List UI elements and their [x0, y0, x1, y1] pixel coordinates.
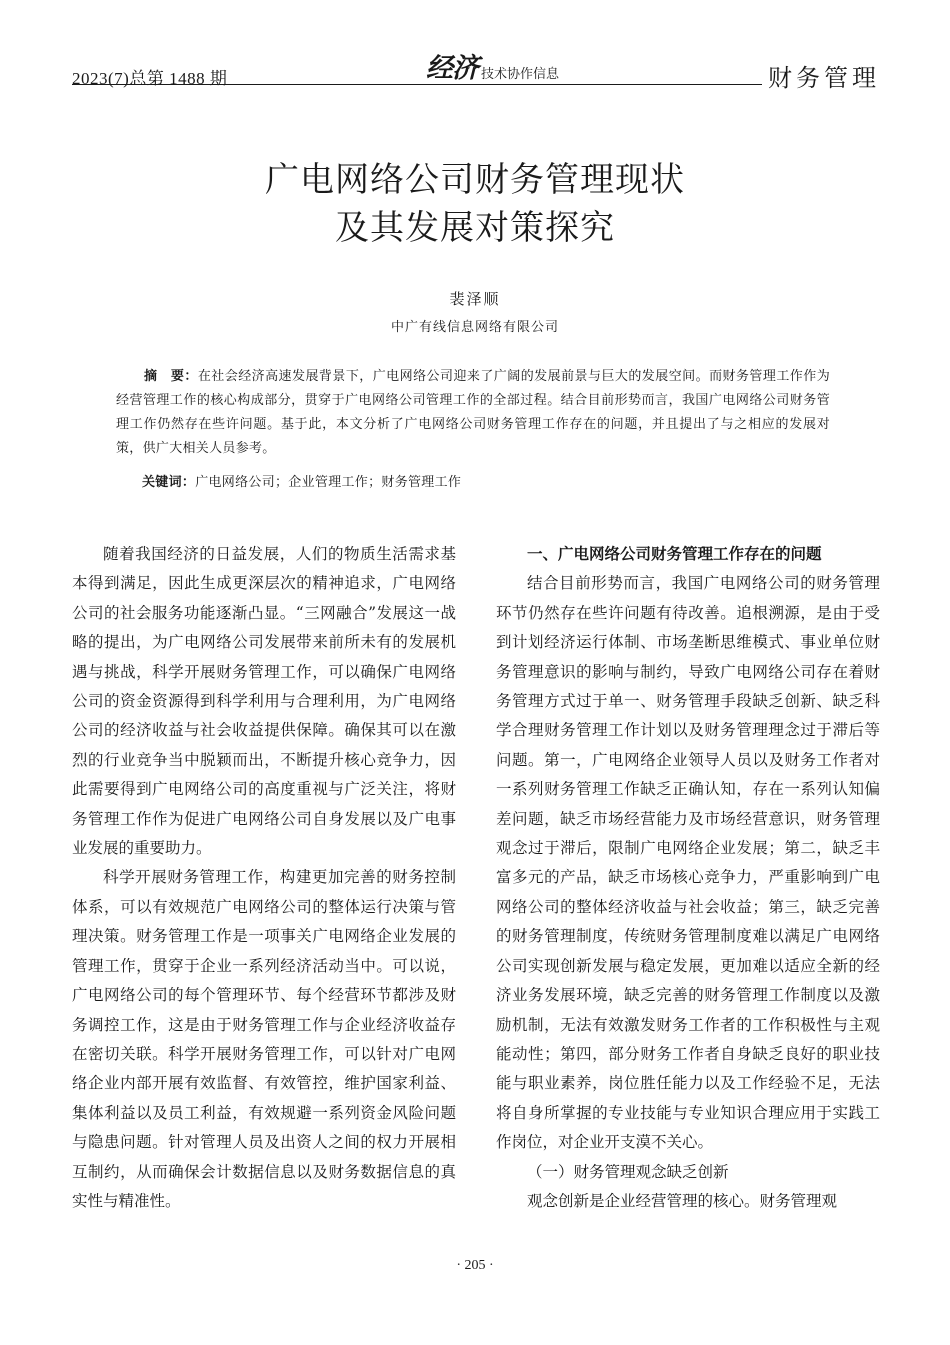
journal-logo [426, 54, 559, 84]
body-paragraph: 科学开展财务管理工作，构建更加完善的财务控制体系，可以有效规范广电网络公司的整体运行决策与管理决策。财务管理工作是一项事关广电网络企业发展的管理工作，贯穿于企业一系列经济活动当中。可以说，广电网络公司的每个管理环节、每个经营环节都涉及财务调控工作，这是由于财务管理工作与企业经济收益存在密切关联。科学开展财务管理工作，可以针对广电网络企业内部开展有效监督、有效管控，维护国家利益、集体利益以及员工利益，有效规避一系列资金风险问题与隐患问题。针对管理人员及出资人之间的权力开展相互制约，从而确保会计数据信息以及财务数据信息的真实性与精准性。 [72, 868, 456, 1210]
author-name: 裴泽顺 [449, 290, 501, 308]
section-heading: 一、广电网络公司财务管理工作存在的问题 [527, 545, 822, 563]
body-paragraph: 观念创新是企业经营管理的核心。财务管理观 [527, 1191, 838, 1210]
body-left-column [72, 540, 456, 1216]
body-paragraph: 结合目前形势而言，我国广电网络公司的财务管理环节仍然存在些许问题有待改善。追根溯源，是由于受到计划经济运行体制、市场垄断思维模式、事业单位财务管理意识的影响与制约，导致广电网络公司存在着财务管理方式过于单一、财务管理手段缺乏创新、缺乏科学合理财务管理工作计划以及财务管理理念过于滞后等问题。第一，广电网络企业领导人员以及财务工作者对一系列财务管理工作缺乏正确认知，存在一系列认知偏差问题，缺乏市场经营能力及市场经营意识，财务管理观念过于滞后，限制广电网络企业发展；第二，缺乏丰富多元的产品，缺乏市场核心竞争力，严重影响到广电网络公司的整体经济收益与社会收益；第三，缺乏完善的财务管理制度，传统财务管理制度难以满足广电网络公司实现创新发展与稳定发展，更加难以适应全新的经济业务发展环境，缺乏完善的财务管理工作制度以及激励机制，无法有效激发财务工作者的工作积极性与主观能动性；第四，部分财务工作者自身缺乏良好的职业技能与职业素养，岗位胜任能力以及工作经验不足，无法将自身所掌握的专业技能与专业知识合理应用于实践工作岗位，对企业开支漠不关心。 [496, 574, 880, 1152]
keywords-label: 关键词： [142, 475, 196, 490]
body-right-column [496, 540, 880, 1216]
journal-logo-subtitle: 技术协作信息 [481, 67, 560, 82]
header-rule [72, 84, 762, 85]
issue-number: 2023(7)总第 1488 期 [72, 69, 228, 88]
abstract-text: 在社会经济高速发展背景下，广电网络公司迎来了广阔的发展前景与巨大的发展空间。而财务管理工作作为经营管理工作的核心构成部分，贯穿于广电网络公司管理工作的全部过程。结合目前形势而言，我国广电网络公司财务管理工作仍然存在些许问题。基于此，本文分析了广电网络公司财务管理工作存在的问题，并且提出了与之相应的发展对策，供广大相关人员参考。 [116, 369, 831, 456]
journal-logo-mark: 经济 [426, 53, 478, 84]
page-number: · 205 · [456, 1258, 494, 1273]
keywords-text: 广电网络公司；企业管理工作；财务管理工作 [195, 475, 462, 490]
abstract [116, 365, 830, 461]
article-title-line-2: 及其发展对策探究 [335, 208, 615, 248]
article-title-line-1: 广电网络公司财务管理现状 [265, 160, 685, 200]
body-paragraph: 随着我国经济的日益发展，人们的物质生活需求基本得到满足，因此生成更深层次的精神追求，广电网络公司的社会服务功能逐渐凸显。“三网融合”发展这一战略的提出，为广电网络公司发展带来前所未有的发展机遇与挑战，科学开展财务管理工作，可以确保广电网络公司的资金资源得到科学利用与合理利用，为广电网络公司的经济收益与社会收益提供保障。确保其可以在激烈的行业竞争当中脱颖而出，不断提升核心竞争力，因此需要得到广电网络公司的高度重视与广泛关注，将财务管理工作作为促进广电网络公司自身发展以及广电事业发展的重要助力。 [72, 545, 456, 858]
subsection-heading: （一）财务管理观念缺乏创新 [527, 1162, 729, 1181]
keywords [142, 472, 461, 494]
author-affiliation: 中广有线信息网络有限公司 [390, 320, 559, 335]
section-name: 财务管理 [768, 64, 880, 92]
abstract-label: 摘 要： [144, 369, 198, 384]
